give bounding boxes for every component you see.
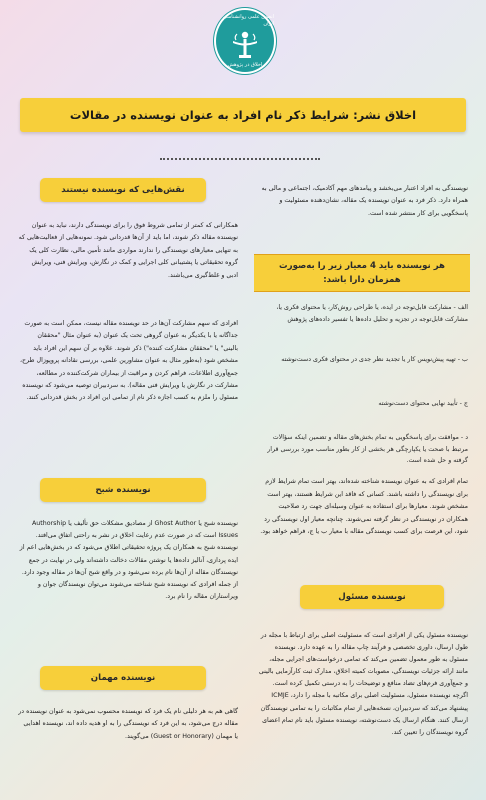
- non-author-roles-p2: افرادی که سهم مشارکت آن‌ها در حد نویسنده مقاله نیست، ممکن است به صورت جداگانه یا با یکدیگر به عنوان گروهی تحت یک عنوان (به عنوان مثال "محققان بالینی" یا "محققان مشارکت کننده") ذکر شوند. علاوه بر آن سهم این افراد باید مشخص شود (به‌طور مثال به عنوان مشاورین علمی، بررسی نقادانه پروپوزال طرح، جمع‌آوری اطلاعات، فراهم کردن و مراقبت از بیماران شرکت‌کننده در مطالعه، مشارکت در نگارش یا ویرایش فنی مقاله). به سردبیران توصیه می‌شود که نویسنده مسئول را ملزم به کسب اجازه ذکر نام از تمامی این افراد در بخش قدردانی کنند.: [19, 320, 238, 402]
- non-author-roles-p1: همکارانی که کمتر از تمامی شروط فوق را برای نویسندگی دارند، نباید به عنوان نویسنده مقاله ذکر شوند، اما باید از آن‌ها قدردانی شود. نمونه‌هایی از فعالیت‌هایی که به تنهایی معیارهای نویسندگی را ندارند مواردی مانند تأمین مالی، نظارت کلی یک گروه تحقیقاتی یا پشتیبانی کلی اجرایی و کمک در نگارش، ویرایش فنی، ویرایش ادبی و غلط‌گیری می‌باشند.: [18, 222, 238, 279]
- criteria-heading-line1: هر نویسنده باید 4 معیار زیر را به‌صورت: [279, 261, 445, 271]
- page-title: اخلاق نشر: شرایط ذکر نام افراد به عنوان نویسنده در مقالات: [20, 98, 466, 132]
- guest-author-text: گاهی هم به هر دلیلی نام یک فرد که نویسنده محسوب نمی‌شود به عنوان نویسنده در مقاله درج می‌شود، به این فرد که نویسندگی را به او هدیه داده اند، نویسنده اهدایی یا مهمان (Guest or Honorary) می‌گویند.: [18, 708, 238, 740]
- criteria-note: تمام افرادی که به عنوان نویسنده شناخته شده‌اند، بهتر است تمام شرایط لازم برای نویسندگی را داشته باشند. کسانی که فاقد این شرایط هستند، بهتر است مشخص شوند. معیارها برای استفاده به عنوان وسیله‌ای جهت رد صلاحیت همکاران در نویسندگی در نظر گرفته نمی‌شوند. چنانچه معیار اول نویسندگی رد شود، این فرصت برای کسب نویسندگی مقاله با معیار ب یا ج، فراهم خواهد بود.: [260, 478, 468, 536]
- criterion-b: ب - تهیه پیش‌نویس کار یا تجدید نظر جدی در محتوای فکری دست‌نوشته: [281, 356, 468, 363]
- guest-author-heading: نویسنده مهمان: [40, 666, 206, 690]
- logo-text-top: انجمن علمی روانشناسی ایران: [222, 13, 274, 27]
- ghost-author-heading: نویسنده شبح: [40, 478, 206, 502]
- responsible-author-heading: نویسنده مسئول: [300, 585, 444, 609]
- logo: [214, 8, 276, 74]
- criteria-heading: [254, 254, 470, 292]
- dotted-divider: [160, 150, 320, 160]
- person-tree-icon: [230, 28, 260, 62]
- intro-paragraph: نویسندگی به افراد اعتبار می‌بخشد و پیامدهای مهم آکادمیک، اجتماعی و مالی به همراه دارد. ذکر فرد به عنوان نویسنده یک مقاله، نشان‌دهنده مسئولیت و پاسخگویی برای کار منتشر شده است.: [261, 185, 468, 217]
- criterion-d: د - موافقت برای پاسخگویی به تمام بخش‌های مقاله و تضمین اینکه سؤالات مرتبط با صحت یا یکپارچگی هر بخشی از کار بطور مناسب مورد بررسی قرار گرفته و حل شده است.: [267, 434, 468, 465]
- criterion-a: الف - مشارکت قابل‌توجه در ایده، یا طراحی روش‌کار، یا محتوای فکری یا، مشارکت قابل‌توجه در تجزیه و تحلیل داده‌ها یا تفسیر داده‌های پژوهش: [276, 304, 468, 323]
- criteria-heading-line2: همزمان دارا باشد:: [323, 275, 401, 285]
- non-author-roles-heading: نقش‌هایی که نویسنده نیستند: [40, 178, 206, 202]
- logo-text-bottom: اخلاق در پژوهش: [227, 61, 263, 68]
- ghost-author-text: نویسنده شبح یا Ghost Author از مصادیق مشکلات حق تألیف یا Authorship Issues است که در صورت عدم رعایت اخلاق در نشر به راحتی اتفاق می‌افتد. نویسنده شبح به همکاران یک پروژه تحقیقاتی اطلاق می‌شود که در بخش‌هایی اعم از ایده پردازی، آنالیز داده‌ها یا نوشتن مقالات دخالت داشته‌اند ولی در نهایت در جمع نویسندگان مقاله از آن‌ها نام برده نمی‌شود و در واقع شبح آن‌ها در مقاله وجود دارد. از جمله افرادی که نویسنده شبح شناخته می‌شوند می‌توان نویسندگان جوان و ویراستاران مقاله را نام برد.: [19, 520, 238, 601]
- responsible-author-text: نویسنده مسئول یکی از افرادی است که مسئولیت اصلی برای ارتباط با مجله در طول ارسال، داوری تخصصی و فرآیند چاپ مقاله را به عهده دارد. نویسنده مسئول به طور معمول تضمین می‌کند که تمامی درخواست‌های اجرایی مجله، مانند ارائه جزئیات نویسندگی، مصوبات کمیته اخلاق، مدارک ثبت کارآزمایی بالینی و جمع‌آوری فرم‌های تضاد منافع و توضیحات را به درستی تکمیل کرده است. اگرچه نویسنده مسئول، مسئولیت اصلی برای مکاتبه با مجله را دارد، ICMJE پیشنهاد می‌کند که سردبیران، نسخه‌هایی از تمام مکاتبات را به تمامی نویسندگان ارسال کنند. هنگام ارسال یک دست‌نوشته، نویسنده مسئول باید نام تمام اعضای گروه نویسندگان را تعیین کند.: [258, 632, 468, 736]
- criterion-c: ج - تأیید نهایی محتوای دست‌نوشته: [378, 400, 468, 407]
